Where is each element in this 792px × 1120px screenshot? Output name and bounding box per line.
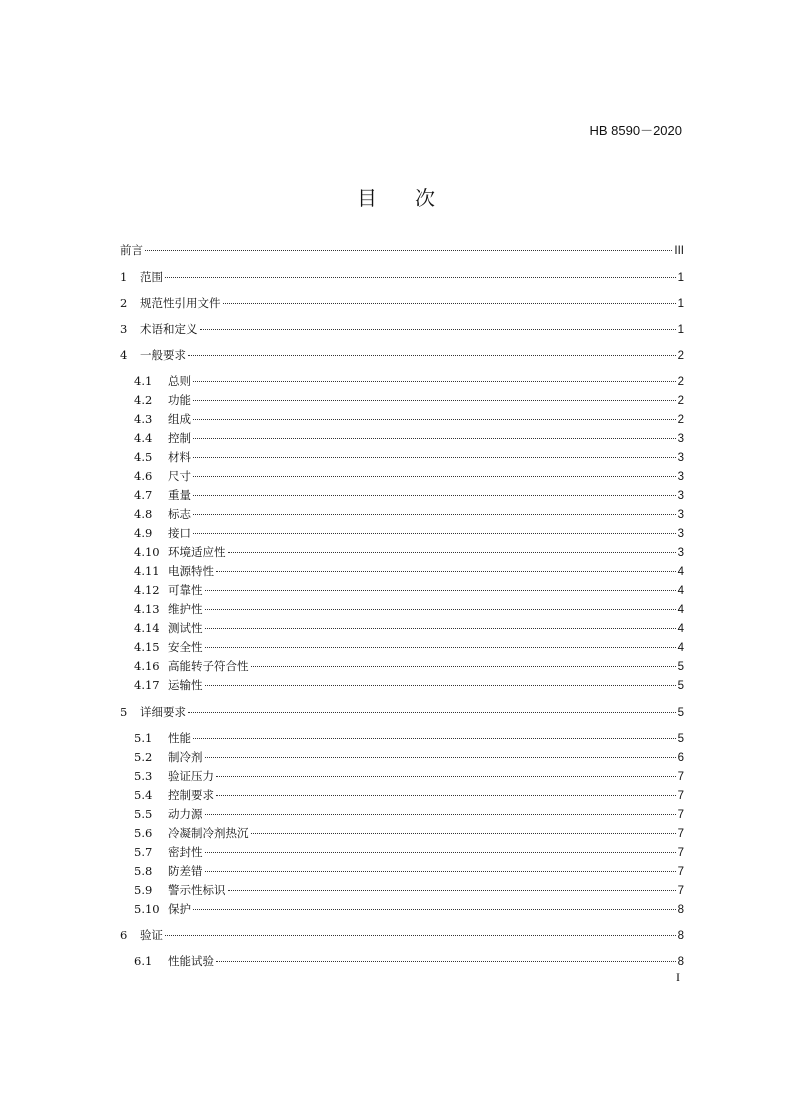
toc-entry-page: 3 — [677, 490, 684, 502]
toc-dot-leader — [205, 814, 676, 815]
toc-entry-title: 标志 — [168, 507, 191, 521]
toc-entry[interactable] — [134, 543, 684, 561]
toc-entry-page: 4 — [677, 585, 684, 597]
toc-entry-title: 一般要求 — [140, 348, 186, 362]
toc-entry[interactable] — [134, 486, 684, 504]
toc-entry-page: 7 — [677, 809, 684, 821]
toc-entry-title: 测试性 — [168, 621, 203, 635]
toc-entry-number: 5.3 — [134, 769, 153, 783]
toc-entry-page: 4 — [677, 604, 684, 616]
toc-entry-page: 7 — [677, 790, 684, 802]
toc-entry[interactable] — [120, 294, 684, 312]
toc-entry[interactable] — [120, 320, 684, 338]
toc-entry-number: 5.6 — [134, 826, 153, 840]
toc-entry[interactable] — [134, 581, 684, 599]
toc-entry-number: 4.4 — [134, 431, 153, 445]
toc-entry[interactable] — [120, 926, 684, 944]
toc-entry[interactable] — [134, 391, 684, 409]
toc-entry-number: 4.13 — [134, 602, 160, 616]
toc-entry-title: 维护性 — [168, 602, 203, 616]
toc-entry-title: 保护 — [168, 902, 191, 916]
toc-entry-title: 接口 — [168, 526, 191, 540]
toc-dot-leader — [216, 571, 676, 572]
toc-entry-page: 2 — [677, 414, 684, 426]
toc-entry[interactable] — [120, 268, 684, 286]
toc-entry-title: 控制 — [168, 431, 191, 445]
toc-entry-title: 电源特性 — [168, 564, 214, 578]
toc-entry-number: 4.15 — [134, 640, 160, 654]
toc-entry-page: 7 — [677, 828, 684, 840]
toc-entry[interactable] — [134, 786, 684, 804]
toc-entry[interactable] — [134, 729, 684, 747]
toc-entry[interactable] — [120, 703, 684, 721]
toc-entry-number: 4.5 — [134, 450, 153, 464]
toc-entry-number: 4.16 — [134, 659, 160, 673]
toc-entry-number: 2 — [120, 296, 128, 310]
toc-entry-title: 控制要求 — [168, 788, 214, 802]
toc-entry-page: 8 — [677, 904, 684, 916]
toc-entry[interactable] — [134, 805, 684, 823]
toc-entry-title: 前言 — [120, 243, 143, 257]
toc-dot-leader — [223, 303, 676, 304]
toc-entry-number: 1 — [120, 270, 128, 284]
toc-entry[interactable] — [134, 767, 684, 785]
toc-entry-title: 术语和定义 — [140, 322, 198, 336]
toc-dot-leader — [216, 776, 676, 777]
toc-dot-leader — [193, 909, 676, 910]
toc-entry-title: 总则 — [168, 374, 191, 388]
page-title: 目次 — [357, 186, 473, 210]
toc-entry-page: 3 — [677, 433, 684, 445]
toc-entry[interactable] — [134, 410, 684, 428]
toc-entry-title: 安全性 — [168, 640, 203, 654]
toc-entry[interactable] — [134, 748, 684, 766]
toc-dot-leader — [193, 533, 676, 534]
toc-dot-leader — [200, 329, 676, 330]
toc-entry[interactable] — [134, 524, 684, 542]
toc-entry[interactable] — [134, 862, 684, 880]
toc-dot-leader — [145, 250, 672, 251]
toc-entry[interactable] — [134, 638, 684, 656]
toc-dot-leader — [188, 712, 676, 713]
toc-entry-title: 防差错 — [168, 864, 203, 878]
toc-entry-title: 组成 — [168, 412, 191, 426]
toc-dot-leader — [205, 871, 676, 872]
toc-dot-leader — [193, 514, 676, 515]
toc-dot-leader — [193, 476, 676, 477]
toc-entry-number: 4.14 — [134, 621, 160, 635]
toc-entry-title: 冷凝制冷剂热沉 — [168, 826, 249, 840]
toc-dot-leader — [205, 685, 676, 686]
toc-dot-leader — [193, 457, 676, 458]
toc-entry-number: 5.8 — [134, 864, 153, 878]
toc-entry-number: 6 — [120, 928, 128, 942]
toc-entry-page: 7 — [677, 847, 684, 859]
toc-entry[interactable] — [134, 900, 684, 918]
toc-entry-title: 性能试验 — [168, 954, 214, 968]
toc-entry-page: 5 — [677, 680, 684, 692]
page-number: I — [676, 970, 680, 984]
toc-entry-number: 4.17 — [134, 678, 160, 692]
toc-entry-number: 4.2 — [134, 393, 153, 407]
toc-entry[interactable] — [120, 241, 684, 259]
toc-entry-page: 3 — [677, 509, 684, 521]
toc-dot-leader — [228, 552, 676, 553]
toc-dot-leader — [165, 277, 676, 278]
toc-entry-number: 4 — [120, 348, 128, 362]
toc-entry-title: 规范性引用文件 — [140, 296, 221, 310]
toc-entry-number: 5.10 — [134, 902, 160, 916]
toc-dot-leader — [193, 738, 676, 739]
toc-dot-leader — [216, 795, 676, 796]
toc-entry-page: 7 — [677, 771, 684, 783]
toc-entry-title: 环境适应性 — [168, 545, 226, 559]
toc-entry-page: 5 — [677, 733, 684, 745]
toc-entry-page: 7 — [677, 866, 684, 878]
toc-entry-title: 功能 — [168, 393, 191, 407]
toc-entry-number: 5.7 — [134, 845, 153, 859]
toc-dot-leader — [193, 495, 676, 496]
toc-entry-number: 4.1 — [134, 374, 153, 388]
toc-entry-page: 5 — [677, 661, 684, 673]
document-code: HB 8590－2020 — [589, 123, 682, 138]
toc-entry-title: 动力源 — [168, 807, 203, 821]
toc-entry-page: 1 — [677, 324, 684, 336]
toc-entry[interactable] — [134, 505, 684, 523]
toc-entry[interactable] — [134, 843, 684, 861]
toc-entry[interactable] — [134, 448, 684, 466]
toc-entry-page: 8 — [677, 956, 684, 968]
toc-entry-page: 3 — [677, 471, 684, 483]
toc-entry-number: 4.11 — [134, 564, 160, 578]
toc-dot-leader — [205, 590, 676, 591]
toc-dot-leader — [205, 647, 676, 648]
toc-entry-number: 4.10 — [134, 545, 160, 559]
toc-dot-leader — [188, 355, 676, 356]
toc-entry[interactable] — [134, 600, 684, 618]
toc-entry-page: 4 — [677, 642, 684, 654]
toc-dot-leader — [216, 961, 676, 962]
toc-entry[interactable] — [134, 429, 684, 447]
toc-entry-page: 3 — [677, 452, 684, 464]
toc-entry-number: 4.7 — [134, 488, 153, 502]
toc-entry-number: 4.9 — [134, 526, 153, 540]
toc-entry-page: 7 — [677, 885, 684, 897]
toc-entry-title: 高能转子符合性 — [168, 659, 249, 673]
toc-entry[interactable] — [134, 657, 684, 675]
toc-entry-title: 制冷剂 — [168, 750, 203, 764]
toc-dot-leader — [205, 757, 676, 758]
toc-entry[interactable] — [134, 372, 684, 390]
toc-entry[interactable] — [134, 562, 684, 580]
toc-entry[interactable] — [134, 952, 684, 970]
toc-entry-number: 5.4 — [134, 788, 153, 802]
toc-dot-leader — [193, 419, 676, 420]
toc-entry-page: 1 — [677, 298, 684, 310]
toc-entry-title: 重量 — [168, 488, 191, 502]
toc-entry[interactable] — [134, 467, 684, 485]
toc-entry-page: 3 — [677, 547, 684, 559]
toc-entry-number: 5 — [120, 705, 128, 719]
toc-entry-number: 5.2 — [134, 750, 153, 764]
toc-entry[interactable] — [134, 824, 684, 842]
toc-entry-number: 5.5 — [134, 807, 153, 821]
toc-entry-page: 8 — [677, 930, 684, 942]
toc-entry[interactable] — [134, 676, 684, 694]
toc-entry-number: 5.1 — [134, 731, 153, 745]
toc-entry-page: 4 — [677, 566, 684, 578]
toc-dot-leader — [193, 438, 676, 439]
toc-entry-number: 4.8 — [134, 507, 153, 521]
toc-entry-title: 详细要求 — [140, 705, 186, 719]
toc-entry-page: 1 — [677, 272, 684, 284]
toc-entry-number: 4.12 — [134, 583, 160, 597]
toc-entry-title: 警示性标识 — [168, 883, 226, 897]
toc-entry[interactable] — [134, 881, 684, 899]
toc-entry-page: 2 — [677, 350, 684, 362]
toc-entry-number: 3 — [120, 322, 128, 336]
toc-dot-leader — [251, 666, 676, 667]
toc-entry-title: 材料 — [168, 450, 191, 464]
toc-entry-title: 性能 — [168, 731, 191, 745]
toc-entry[interactable] — [120, 346, 684, 364]
toc-dot-leader — [228, 890, 676, 891]
toc-entry-number: 6.1 — [134, 954, 153, 968]
toc-entry-page: 2 — [677, 395, 684, 407]
toc-entry-page: 2 — [677, 376, 684, 388]
toc-entry-page: 4 — [677, 623, 684, 635]
toc-entry-number: 4.6 — [134, 469, 153, 483]
toc-dot-leader — [205, 852, 676, 853]
toc-dot-leader — [205, 628, 676, 629]
toc-dot-leader — [165, 935, 676, 936]
toc-dot-leader — [251, 833, 676, 834]
toc-entry-page: 3 — [677, 528, 684, 540]
toc-entry-number: 4.3 — [134, 412, 153, 426]
toc-entry-page: III — [674, 245, 684, 257]
toc-entry-title: 密封性 — [168, 845, 203, 859]
toc-dot-leader — [193, 381, 676, 382]
toc-entry-title: 范围 — [140, 270, 163, 284]
toc-entry-title: 尺寸 — [168, 469, 191, 483]
toc-entry-page: 5 — [677, 707, 684, 719]
toc-entry[interactable] — [134, 619, 684, 637]
toc-entry-title: 运输性 — [168, 678, 203, 692]
toc-entry-page: 6 — [677, 752, 684, 764]
toc-entry-title: 验证压力 — [168, 769, 214, 783]
toc-entry-title: 验证 — [140, 928, 163, 942]
toc-dot-leader — [193, 400, 676, 401]
toc-entry-title: 可靠性 — [168, 583, 203, 597]
toc-dot-leader — [205, 609, 676, 610]
toc-entry-number: 5.9 — [134, 883, 153, 897]
